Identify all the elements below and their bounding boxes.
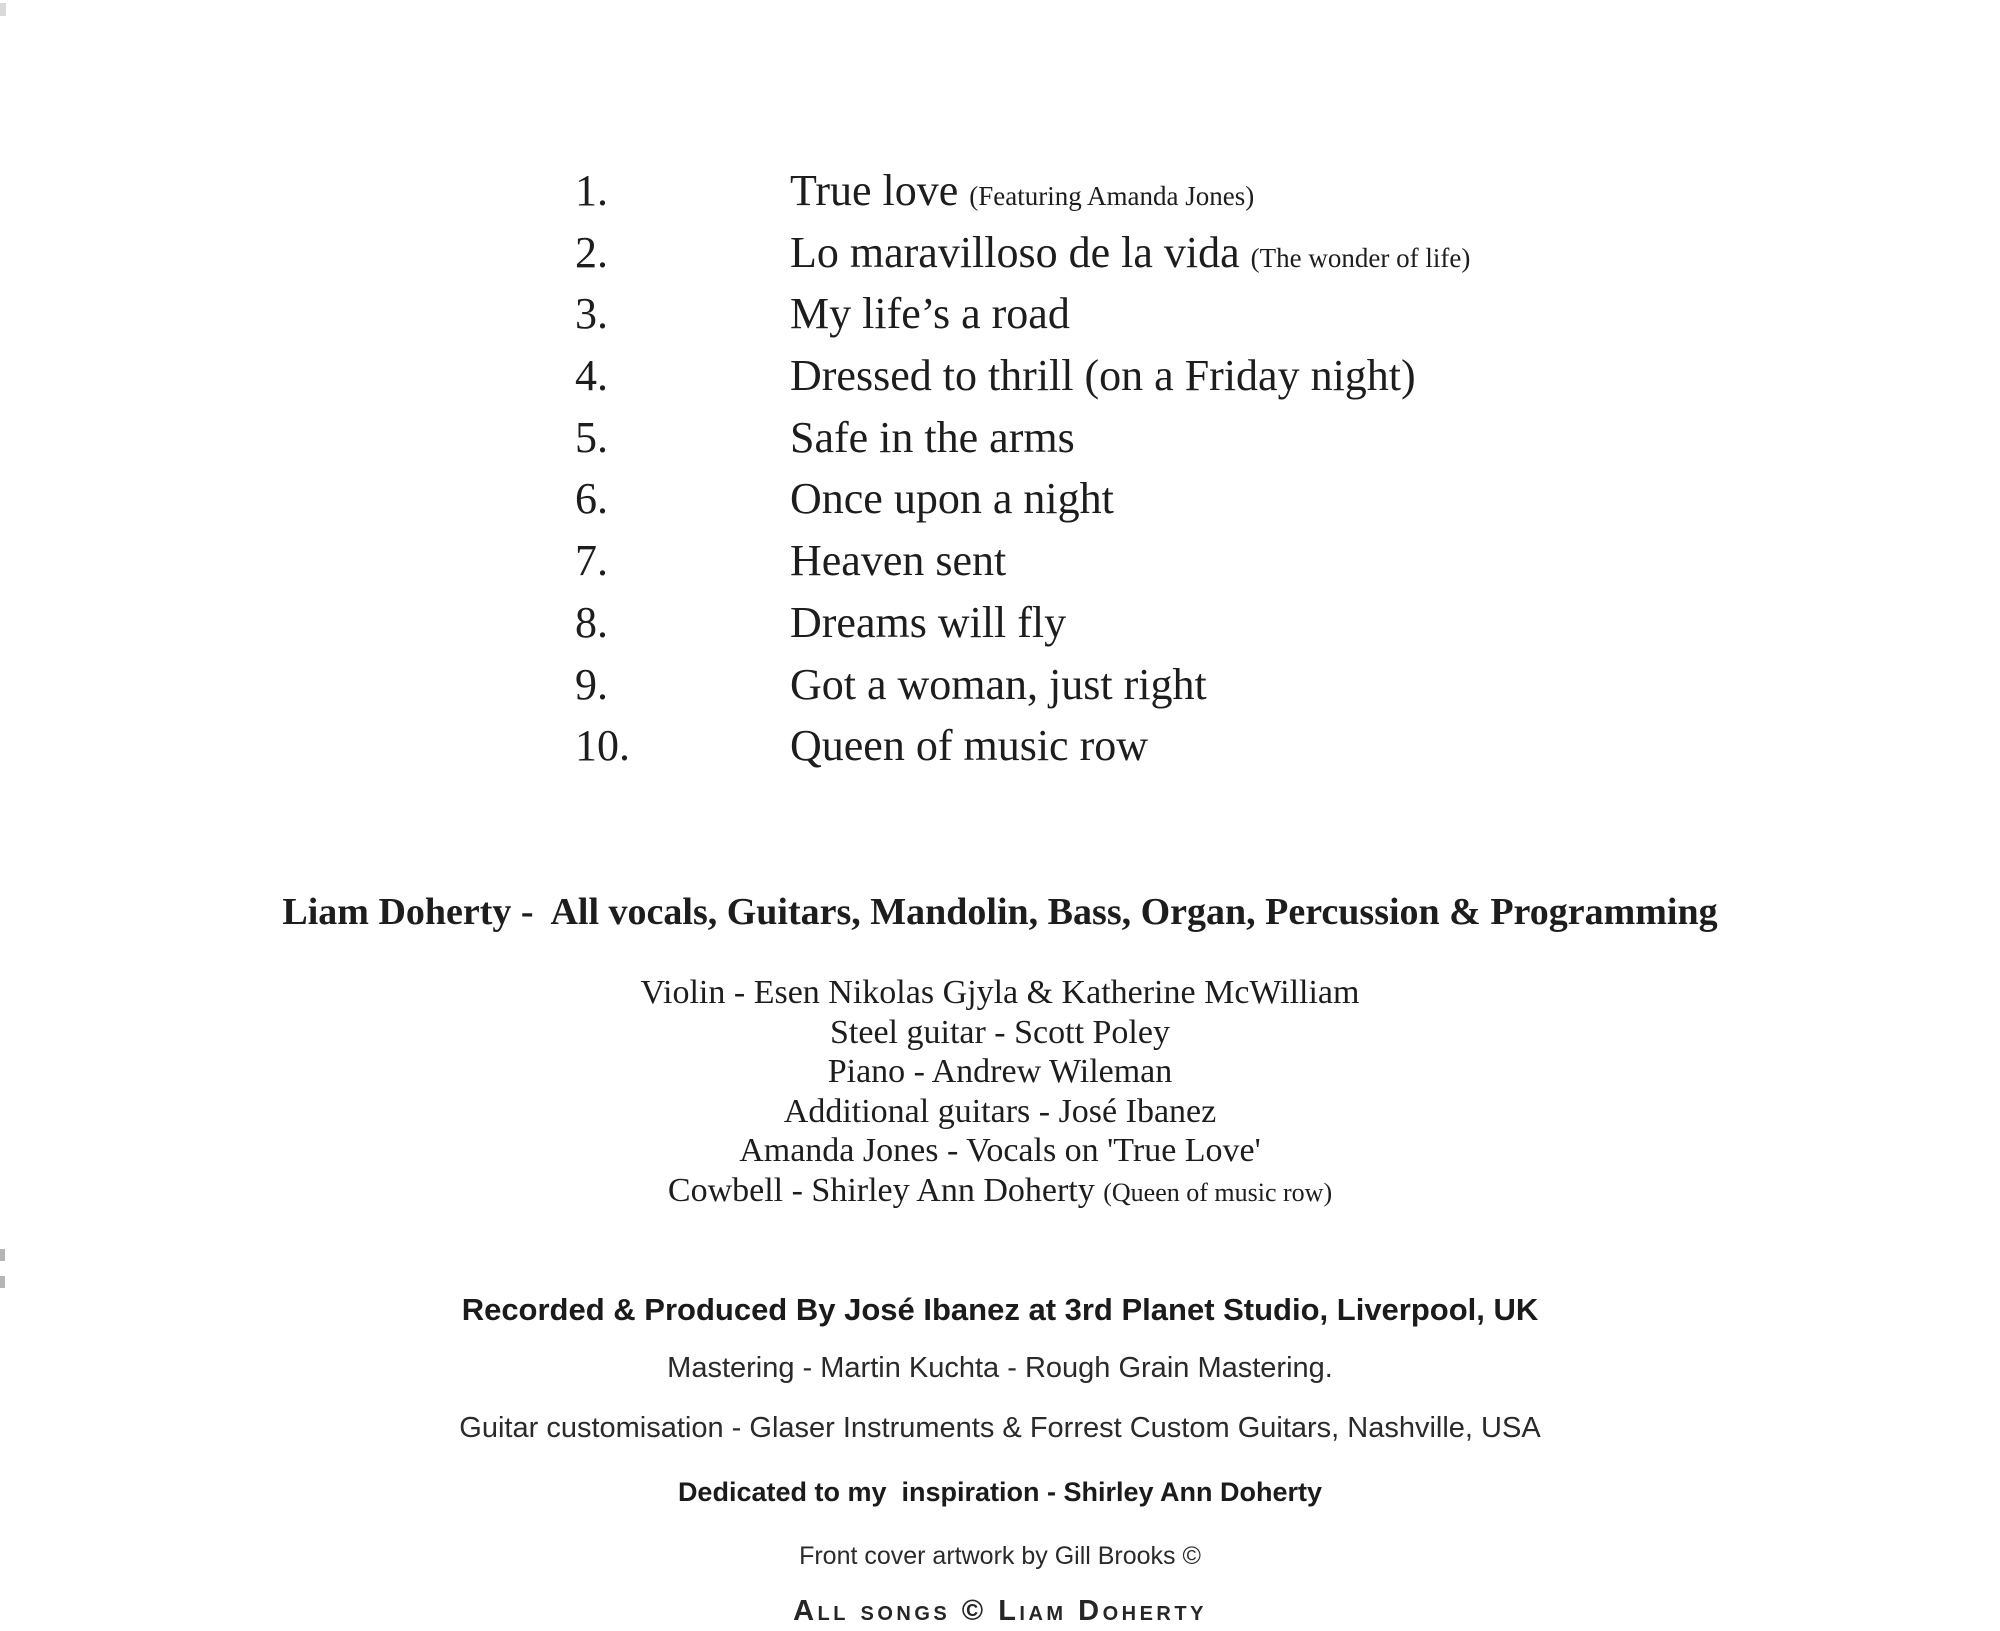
recorded-produced-line: Recorded & Produced By José Ibanez at 3rd Planet Studio, Liverpool, UK (461, 1292, 1539, 1327)
track-list-item (0, 222, 2000, 284)
guitar-customisation-line: Guitar customisation - Glaser Instruments & Forrest Custom Guitars, Nashville, USA (459, 1412, 1541, 1444)
track-list-item (0, 592, 2000, 654)
track-number: 4. (575, 351, 608, 401)
musician-credit-line (0, 1013, 2000, 1053)
track-list-item (0, 283, 2000, 345)
dedication-line: Dedicated to my inspiration - Shirley Ann Doherty (677, 1477, 1323, 1507)
track-subtitle: (Featuring Amanda Jones) (969, 181, 1255, 211)
track-list-item (0, 654, 2000, 716)
track-title: Lo maravilloso de la vida (790, 227, 1251, 277)
track-list-item (0, 345, 2000, 407)
main-credit-line: Liam Doherty - All vocals, Guitars, Mandolin, Bass, Organ, Percussion & Programming (282, 891, 1718, 933)
track-list-item (0, 468, 2000, 530)
songs-copyright-line: All songs © Liam Doherty (793, 1595, 1207, 1627)
track-list-item (0, 407, 2000, 469)
cover-artwork-credit-line: Front cover artwork by Gill Brooks © (799, 1542, 1201, 1570)
mastering-line: Mastering - Martin Kuchta - Rough Grain Mastering. (667, 1352, 1333, 1384)
track-list-item (0, 715, 2000, 777)
track-number: 1. (575, 166, 608, 215)
musician-credit-line (0, 1052, 2000, 1092)
musician-credit-line (0, 1131, 2000, 1171)
track-number: 8. (575, 597, 608, 647)
track-number: 7. (575, 536, 608, 586)
track-title: True love (790, 166, 970, 215)
musician-credit-line (0, 1092, 2000, 1132)
musician-credit-text: Amanda Jones - Vocals on 'True Love' (739, 1132, 1261, 1169)
musician-credit-text: Additional guitars - José Ibanez (783, 1092, 1217, 1130)
track-number: 3. (575, 289, 608, 339)
track-number: 2. (575, 227, 608, 277)
musician-credit-line (0, 1171, 2000, 1213)
track-number: 9. (575, 659, 608, 709)
track-title: Dreams will fly (790, 597, 1067, 647)
track-title: Dressed to thrill (on a Friday night) (790, 351, 1416, 401)
track-title: Queen of music row (790, 721, 1149, 771)
track-list-item (0, 160, 2000, 222)
musician-credit-line (0, 973, 2000, 1013)
track-subtitle: (The wonder of life) (1250, 242, 1471, 273)
scan-artifact-left-edge (0, 1276, 5, 1288)
track-title: Safe in the arms (790, 412, 1075, 462)
track-number: 6. (575, 474, 608, 524)
musician-credit-text: Violin - Esen Nikolas Gjyla & Katherine McWilliam (640, 974, 1360, 1011)
musician-credit-note: (Queen of music row) (1103, 1177, 1333, 1207)
track-list (0, 160, 2000, 777)
track-title: My life’s a road (790, 289, 1070, 339)
track-number: 5. (575, 412, 608, 462)
musician-credit-text: Piano - Andrew Wileman (827, 1053, 1173, 1090)
musician-credits (0, 973, 2000, 1212)
scan-artifact-corner (0, 3, 6, 16)
musician-credit-text: Steel guitar - Scott Poley (830, 1013, 1170, 1051)
scan-artifact-left-edge (0, 1249, 5, 1261)
track-list-item (0, 530, 2000, 592)
track-title: Heaven sent (790, 536, 1007, 586)
track-title: Got a woman, just right (790, 659, 1207, 709)
track-number: 10. (575, 721, 630, 771)
track-title: Once upon a night (790, 474, 1114, 524)
musician-credit-text: Cowbell - Shirley Ann Doherty (667, 1171, 1104, 1209)
